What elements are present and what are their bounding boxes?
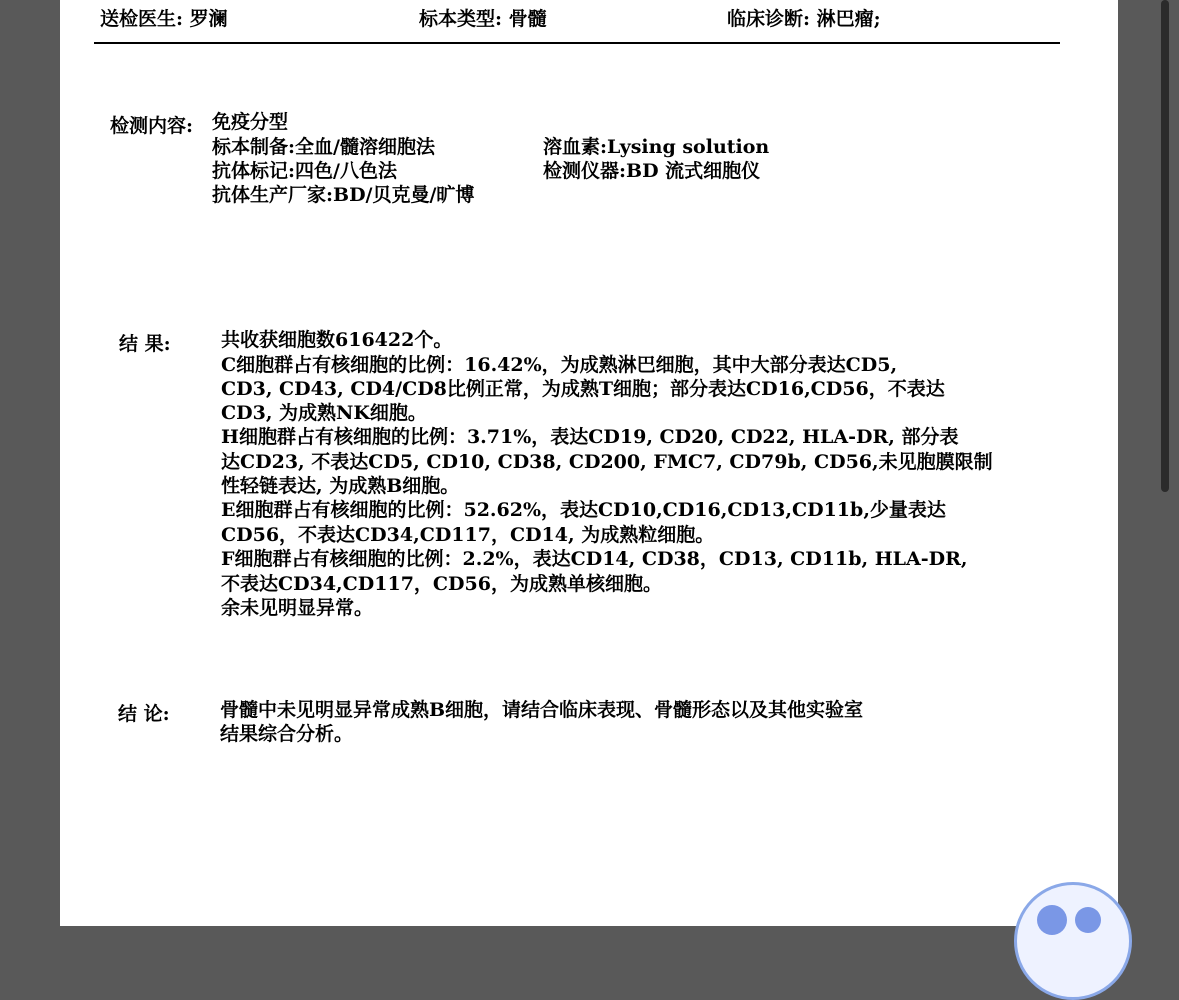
results-line: 不表达CD34,CD117，CD56，为成熟单核细胞。	[221, 573, 662, 595]
report-page	[60, 0, 1118, 926]
referring-doctor: 送检医生: 罗澜	[100, 8, 228, 30]
detection-content: 免疫分型	[212, 111, 289, 133]
detection-label: 检测内容:	[110, 115, 194, 137]
results-line: 共收获细胞数616422个。	[221, 329, 453, 351]
antibody-manufacturer: 抗体生产厂家:BD/贝克曼/旷博	[212, 184, 475, 206]
circular-seal-icon	[1014, 882, 1132, 1000]
detection-instrument: 检测仪器:BD 流式细胞仪	[543, 160, 761, 182]
results-line: C细胞群占有核细胞的比例：16.42%，为成熟淋巴细胞，其中大部分表达CD5,	[221, 354, 898, 376]
results-line: F细胞群占有核细胞的比例：2.2%，表达CD14, CD38，CD13, CD11b, HLA-DR,	[221, 548, 968, 570]
seal-mark-left	[1037, 905, 1067, 935]
lysing-agent: 溶血素:Lysing solution	[543, 136, 770, 158]
conclusion-line: 骨髓中未见明显异常成熟B细胞，请结合临床表现、骨髓形态以及其他实验室	[220, 699, 864, 721]
results-line: CD3, CD43, CD4/CD8比例正常，为成熟T细胞；部分表达CD16,CD56，不表达	[221, 378, 945, 400]
conclusion-label: 结 论:	[118, 703, 170, 725]
results-line: H细胞群占有核细胞的比例：3.71%，表达CD19, CD20, CD22, HLA-DR, 部分表	[221, 426, 959, 448]
results-line: 性轻链表达, 为成熟B细胞。	[221, 475, 460, 497]
header-divider	[94, 42, 1060, 44]
results-line: 达CD23, 不表达CD5, CD10, CD38, CD200, FMC7, CD79b, CD56,未见胞膜限制	[221, 451, 993, 473]
scrollbar-thumb[interactable]	[1161, 0, 1169, 492]
results-label: 结 果:	[119, 333, 171, 355]
seal-mark-right	[1075, 907, 1101, 933]
antibody-labeling: 抗体标记:四色/八色法	[212, 160, 397, 182]
conclusion-line: 结果综合分析。	[220, 723, 354, 745]
results-line: 余未见明显异常。	[221, 597, 374, 619]
results-line: E细胞群占有核细胞的比例：52.62%，表达CD10,CD16,CD13,CD11b,少量表达	[221, 499, 946, 521]
specimen-type: 标本类型: 骨髓	[419, 8, 547, 30]
clinical-diagnosis: 临床诊断: 淋巴瘤;	[727, 8, 881, 30]
results-line: CD56，不表达CD34,CD117，CD14, 为成熟粒细胞。	[221, 524, 715, 546]
specimen-prep: 标本制备:全血/髓溶细胞法	[212, 136, 435, 158]
results-line: CD3, 为成熟NK细胞。	[221, 402, 427, 424]
